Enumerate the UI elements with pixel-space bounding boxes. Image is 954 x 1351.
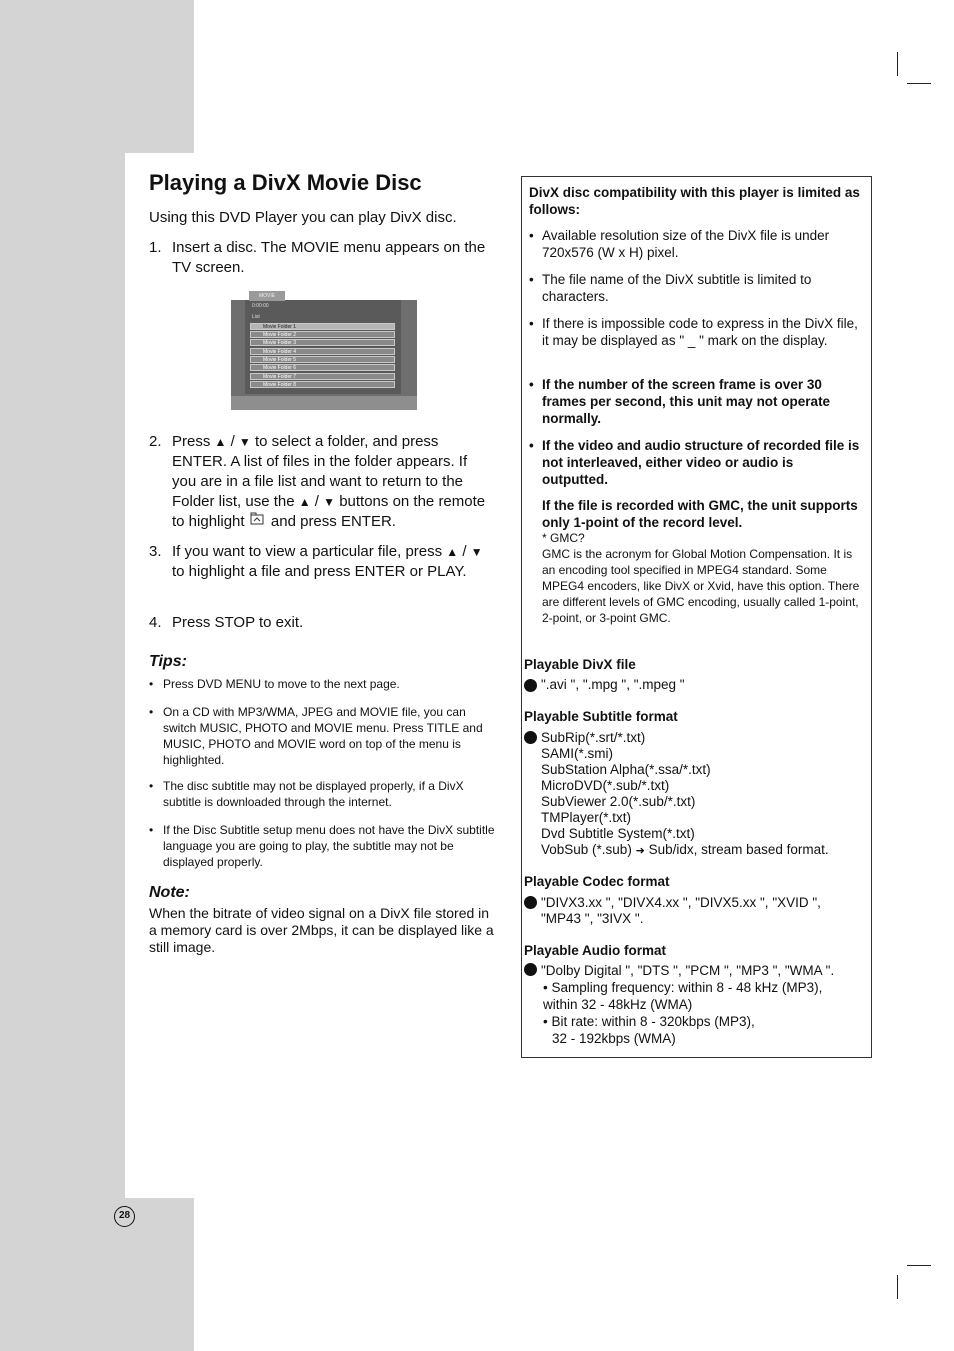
- compat-item: [529, 437, 862, 488]
- compat-item: [529, 376, 862, 427]
- margin-band-top: [0, 0, 194, 153]
- step-number: 3.: [149, 543, 162, 560]
- audio-format-list: [541, 962, 866, 1047]
- arrow-right-icon: ➜: [635, 845, 645, 857]
- bullet-dot-icon: [524, 963, 537, 976]
- step-text: to select a folder, and press ENTER. A list of files in the folder appears. If you are in a file list and want to return to the Folder list, use the: [172, 433, 468, 510]
- movie-menu-time: 0:00:00: [252, 303, 269, 309]
- step-text: buttons on the remote to highlight: [172, 493, 486, 530]
- audio-sampling: • Sampling frequency: within 8 - 48 kHz (MP3), within 32 - 48kHz (WMA): [543, 980, 823, 1012]
- compatibility-heading: DivX disc compatibility with this player is limited as follows:: [529, 185, 860, 217]
- bullet: •: [529, 438, 534, 453]
- compat-item: [529, 315, 862, 349]
- bullet-dot-icon: [524, 731, 537, 744]
- tip-item: [149, 822, 499, 870]
- movie-menu-list-header: List: [252, 314, 260, 320]
- compat-text: If the number of the screen frame is over 30 frames per second, this unit may not operate normally.: [542, 377, 831, 426]
- bullet: •: [149, 677, 154, 691]
- bullet: •: [149, 779, 154, 793]
- down-arrow-icon: ▼: [470, 545, 483, 559]
- compat-text: Available resolution size of the DivX file is under 720x576 (W x H) pixel.: [542, 228, 830, 260]
- down-arrow-icon: ▼: [238, 435, 251, 449]
- gmc-text: GMC is the acronym for Global Motion Compensation. It is an encoding tool specified in MPEG4 standard. Some MPEG4 encoders, like DivX or Xvid, have this option. There are different levels of GMC encoding, usually called 1-point, 2-point, or 3-point GMC.: [542, 547, 860, 625]
- compat-item: [529, 271, 862, 305]
- step-text: Press STOP to exit.: [172, 614, 304, 631]
- subtitle-format: MicroDVD(*.sub/*.txt): [541, 778, 670, 793]
- page-title: Playing a DivX Movie Disc: [149, 170, 422, 195]
- subtitle-format-heading: Playable Subtitle format: [524, 709, 678, 724]
- step-number: 1.: [149, 239, 162, 256]
- divx-file-heading: Playable DivX file: [524, 657, 636, 672]
- subtitle-format: SAMI(*.smi): [541, 746, 613, 761]
- tip-text: If the Disc Subtitle setup menu does not have the DivX subtitle language you are going to play, the subtitle may not be displayed properly.: [163, 823, 495, 869]
- crop-mark: [907, 1265, 931, 1266]
- step-number: 2.: [149, 433, 162, 450]
- tip-item: [149, 704, 499, 768]
- step-2: 2. Press ▲ / ▼ to select a folder, and press ENTER. A list of files in the folder appears. If you are in a file list and want to return to the Folder list, use the ▲ / ▼ buttons on the remote to highlight and press ENTER.: [149, 432, 494, 532]
- codec-format-heading: Playable Codec format: [524, 874, 670, 889]
- step-text: If you want to view a particular file, press: [172, 543, 447, 560]
- bullet: •: [149, 823, 154, 837]
- menu-folder-row: Movie Folder 8: [250, 381, 395, 388]
- bullet-dot-icon: [524, 896, 537, 909]
- audio-formats: "Dolby Digital ", "DTS ", "PCM ", "MP3 ", "WMA ".: [541, 963, 835, 978]
- compat-text: If the video and audio structure of recorded file is not interleaved, either video or audio is outputted.: [542, 438, 860, 487]
- tip-text: Press DVD MENU to move to the next page.: [163, 677, 400, 691]
- note-text: When the bitrate of video signal on a DivX file stored in a memory card is over 2Mbps, it can be displayed like a still image.: [149, 905, 494, 955]
- crop-mark: [897, 1275, 898, 1299]
- bullet: •: [529, 272, 534, 287]
- step-1: [149, 238, 494, 278]
- subtitle-format: Dvd Subtitle System(*.txt): [541, 826, 695, 841]
- subtitle-format: SubViewer 2.0(*.sub/*.txt): [541, 794, 696, 809]
- step-number: 4.: [149, 614, 162, 631]
- up-arrow-icon: ▲: [446, 545, 459, 559]
- gmc-warning-text: If the file is recorded with GMC, the unit supports only 1-point of the record level.: [542, 498, 858, 530]
- tips-heading: Tips:: [149, 653, 187, 670]
- tip-item: [149, 778, 499, 810]
- gmc-warning: [529, 497, 862, 531]
- margin-band-left: [0, 153, 125, 1198]
- menu-folder-row: Movie Folder 5: [250, 356, 395, 363]
- compat-item: [529, 227, 862, 261]
- up-arrow-icon: ▲: [214, 435, 227, 449]
- folder-up-icon: [249, 512, 267, 532]
- subtitle-format: SubStation Alpha(*.ssa/*.txt): [541, 762, 711, 777]
- bullet-dot-icon: [524, 679, 537, 692]
- audio-bitrate: • Bit rate: within 8 - 320kbps (MP3),: [543, 1014, 755, 1029]
- bullet: •: [149, 705, 154, 719]
- step-text: to highlight a file and press ENTER or PLAY.: [172, 563, 467, 580]
- audio-format-heading: Playable Audio format: [524, 943, 667, 958]
- tip-text: On a CD with MP3/WMA, JPEG and MOVIE file, you can switch MUSIC, PHOTO and MOVIE menu. Press TITLE and MUSIC, PHOTO and MOVIE word on top of the menu is highlighted.: [163, 705, 483, 767]
- bullet: •: [529, 377, 534, 392]
- subtitle-format-list: [541, 730, 829, 859]
- menu-folder-row: Movie Folder 1: [250, 323, 395, 330]
- menu-folder-row: Movie Folder 6: [250, 364, 395, 371]
- subtitle-format: TMPlayer(*.txt): [541, 810, 632, 825]
- menu-folder-row: Movie Folder 3: [250, 339, 395, 346]
- bullet: •: [529, 316, 534, 331]
- tip-text: The disc subtitle may not be displayed properly, if a DivX subtitle is downloaded through the internet.: [163, 779, 464, 809]
- step-text: Press: [172, 433, 215, 450]
- up-arrow-icon: ▲: [298, 495, 311, 509]
- compat-text: The file name of the DivX subtitle is limited to characters.: [542, 272, 812, 304]
- tip-item: [149, 676, 499, 692]
- step-3: 3. If you want to view a particular file, press ▲ / ▼ to highlight a file and press ENTER or PLAY.: [149, 543, 483, 580]
- step-text: and press ENTER.: [266, 513, 396, 530]
- movie-menu-tab: MOVIE: [249, 291, 285, 301]
- menu-folder-row: Movie Folder 2: [250, 331, 395, 338]
- subtitle-format: SubRip(*.srt/*.txt): [541, 730, 646, 745]
- step-text: Insert a disc. The MOVIE menu appears on the TV screen.: [172, 239, 486, 276]
- menu-folder-row: Movie Folder 4: [250, 348, 395, 355]
- menu-folder-row: Movie Folder 7: [250, 373, 395, 380]
- step-4: [149, 613, 494, 633]
- compat-text: If there is impossible code to express in the DivX file, it may be displayed as " _ " mark on the display.: [542, 316, 858, 348]
- gmc-question: * GMC?: [542, 531, 585, 545]
- gmc-explanation: [542, 530, 866, 626]
- audio-bitrate-wma: 32 - 192kbps (WMA): [552, 1031, 676, 1046]
- bullet: •: [529, 228, 534, 243]
- intro-text: Using this DVD Player you can play DivX disc.: [149, 209, 457, 226]
- page-number: 28: [114, 1206, 135, 1227]
- codec-format-list: "DIVX3.xx ", "DIVX4.xx ", "DIVX5.xx ", "XVID ", "MP43 ", "3IVX ".: [541, 895, 821, 926]
- note-heading: Note:: [149, 884, 190, 901]
- crop-mark: [907, 83, 931, 84]
- movie-menu-footer: [231, 396, 417, 410]
- down-arrow-icon: ▼: [323, 495, 336, 509]
- crop-mark: [897, 52, 898, 76]
- divx-file-types: ".avi ", ".mpg ", ".mpeg ": [541, 677, 685, 692]
- margin-band-bottom: [0, 1198, 194, 1351]
- subtitle-format: VobSub (*.sub) ➜ Sub/idx, stream based format.: [541, 842, 829, 857]
